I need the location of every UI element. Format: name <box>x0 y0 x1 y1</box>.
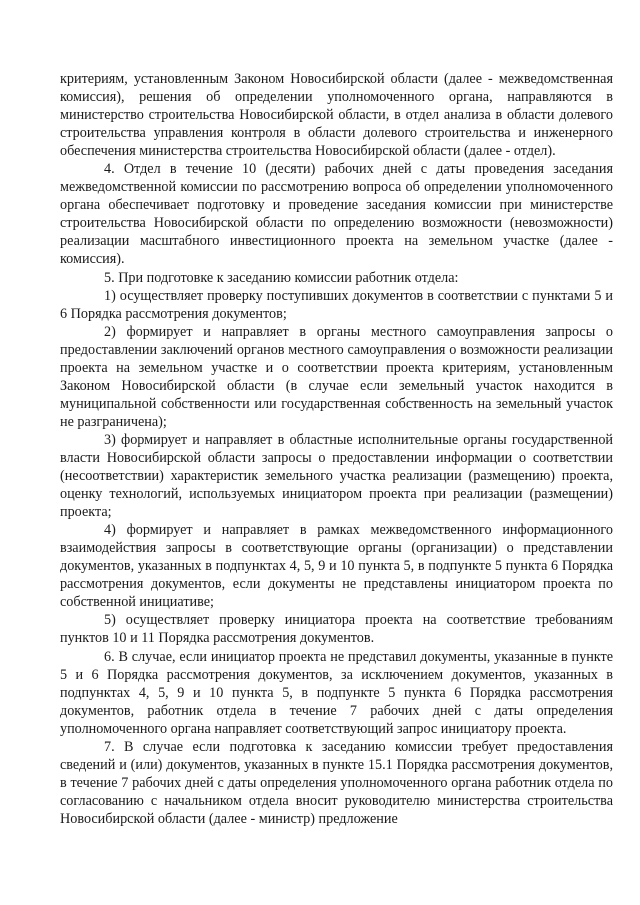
paragraph-item-6: 6. В случае, если инициатор проекта не представил документы, указанные в пункте 5 и 6 Порядка рассмотрения документов, за исключением документов, указанных в подпунктах 4, 5, 9 и 10 пункта 5, в подпункте 5 пункта 6 Порядка рассмотрения документов, работник отдела в течение 7 рабочих дней с даты определения уполномоченного органа направляет соответствующий запрос инициатору проекта. <box>60 648 613 737</box>
subparagraph-4: 4) формирует и направляет в рамках межведомственного информационного взаимодействия запросы в соответствующие органы (организации) о представлении документов, указанных в подпунктах 4, 5, 9 и 10 пункта 5, в подпункте 5 пункта 6 Порядка рассмотрения документов, если документы не представлены инициатором проекта по собственной инициативе; <box>60 522 613 611</box>
paragraph-item-5: 5. При подготовке к заседанию комиссии работник отдела: <box>104 269 459 286</box>
subparagraph-2: 2) формирует и направляет в органы местного самоуправления запросы о предоставлении заключений органов местного самоуправления о возможности реализации проекта на земельном участке и о соответствии проекта критериям, установленным Законом Новосибирской области (в случае если земельный участок находится в муниципальной собственности или государственная собственность на земельный участок не разграничена); <box>60 323 613 430</box>
subparagraph-5: 5) осуществляет проверку инициатора проекта на соответствие требованиям пунктов 10 и 11 Порядка рассмотрения документов. <box>60 612 613 647</box>
paragraph-item-4: 4. Отдел в течение 10 (десяти) рабочих дней с даты проведения заседания межведомственной комиссии по рассмотрению вопроса об определении уполномоченного органа обеспечивает подготовку и проведение заседания комиссии при министерстве строительства Новосибирской области по определению возможности (невозможности) реализации масштабного инвестиционного проекта на земельном участке (далее - комиссия). <box>60 161 613 268</box>
paragraph-continuation: критериям, установленным Законом Новосибирской области (далее - межведомственная комиссия), решения об определении уполномоченного органа, направляются в министерство строительства Новосибирской области, в отдел анализа в области долевого строительства управления контроля в области долевого строительства и инженерного обеспечения министерства строительства Новосибирской области (далее - отдел). <box>60 71 613 160</box>
subparagraph-3: 3) формирует и направляет в областные исполнительные органы государственной власти Новосибирской области запросы о предоставлении информации о соответствии (несоответствии) характеристик земельного участка реализации (размещению) проекта, оценку технологий, используемых инициатором проекта при реализации (размещении) проекта; <box>60 431 613 521</box>
paragraph-item-7: 7. В случае если подготовка к заседанию комиссии требует предоставления сведений и (или) документов, указанных в пункте 15.1 Порядка рассмотрения документов, в течение 7 рабочих дней с даты определения уполномоченного органа работник отдела по согласованию с начальником отдела вносит руководителю министерства строительства Новосибирской области (далее - министр) предложение <box>60 738 613 827</box>
document-page <box>60 70 613 828</box>
subparagraph-1: 1) осуществляет проверку поступивших документов в соответствии с пунктами 5 и 6 Порядка рассмотрения документов; <box>60 287 613 322</box>
